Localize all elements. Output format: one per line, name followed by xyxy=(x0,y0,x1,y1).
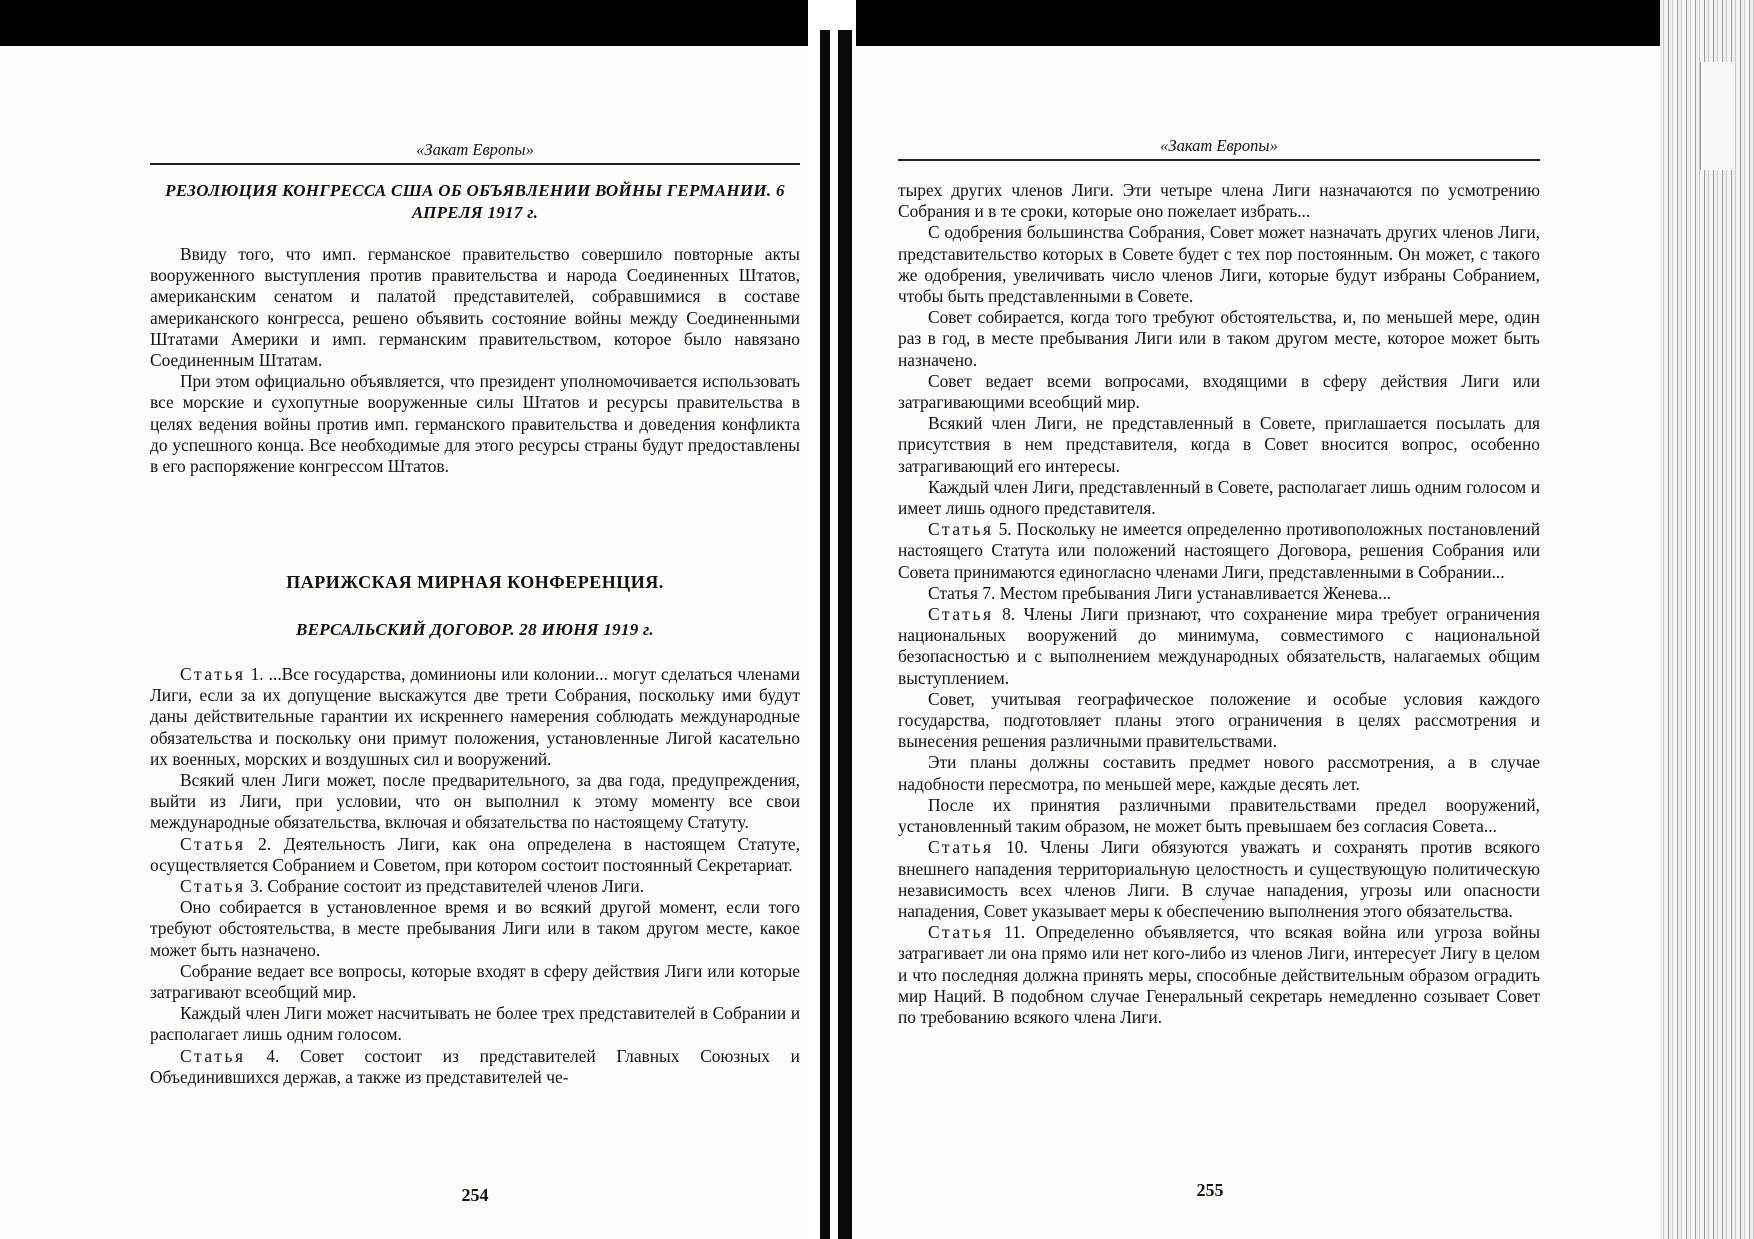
page-edge-tab xyxy=(1700,62,1735,170)
left-page-number: 254 xyxy=(461,1185,489,1205)
article-text: 8. Члены Лиги признают, что сохранение мира требует ограничения национальных вооружений до минимума, совместимого с национальной безопасностью и с выполнением международных обязательств, налагаемых общим выступлением. xyxy=(898,604,1540,688)
paragraph: Оно собирается в установленное время и во всякий другой момент, если того требуют обстоятельства, в месте пребывания Лиги или в таком другом месте, какое может быть назначено. xyxy=(150,897,800,960)
article-text: 1. ...Все государства, доминионы или колонии... могут сделаться членами Лиги, если за их допущение выскажутся две трети Собрания, поскольку ими будут даны действительные гарантии их искреннего намерения соблюдать международные обязательства и поскольку они примут положения, установленные Лигой касательно их военных, морских и воздушных сил и вооружений. xyxy=(150,664,800,769)
article-3 xyxy=(150,876,800,897)
paragraph: Эти планы должны составить предмет нового рассмотрения, а в случае надобности пересмотра, по меньшей мере, каждые десять лет. xyxy=(898,752,1540,794)
paragraph: После их принятия различными правительствами предел вооружений, установленный таким образом, не может быть превышаем без согласия Совета... xyxy=(898,794,1540,837)
article-label: Статья xyxy=(928,519,994,540)
right-running-head: «Закат Европы» xyxy=(1160,136,1278,155)
article-label: Статья xyxy=(928,837,994,858)
resolution-paragraph: Ввиду того, что имп. германское правительство совершило повторные акты вооруженного выступления против правительства и народа Соединенных Штатов, американским сенатом и палатой представителей, собравшимися в составе американского конгресса, решено объявить состояние войны между Соединенными Штатами Америки и имп. германским правительством, которое было навязано Соединенным Штатам. xyxy=(150,244,800,371)
paragraph: Совет собирается, когда того требуют обстоятельства, и, по меньшей мере, один раз в год, в месте пребывания Лиги или в таком другом месте, которое может быть назначено. xyxy=(898,307,1540,370)
article-4 xyxy=(150,1046,800,1088)
paragraph: Каждый член Лиги, представленный в Совете, располагает лишь одним голосом и имеет лишь одного представителя. xyxy=(898,476,1540,519)
article-label: Статья xyxy=(180,876,246,897)
page-stack-edge xyxy=(1660,0,1754,1239)
paragraph: Собрание ведает все вопросы, которые входят в сферу действия Лиги или которые затрагивают всеобщий мир. xyxy=(150,960,800,1003)
article-text: 11. Определенно объявляется, что всякая война или угроза войны затрагивает ли она прямо или нет кого-либо из членов Лиги, интересует Лигу в целом и что последняя должна принять меры, способные действительным образом оградить мир Наций. В подобном случае Генеральный секретарь немедленно созывает Совет по требованию всякого члена Лиги. xyxy=(898,922,1540,1027)
article-1 xyxy=(150,664,800,770)
paragraph: Каждый член Лиги может насчитывать не более трех представителей в Собрании и располагает лишь одним голосом. xyxy=(150,1003,800,1045)
paragraph: Совет, учитывая географическое положение и особые условия каждого государства, подготовляет планы этого ограничения в целях рассмотрения и вынесения решения различными правительствами. xyxy=(898,688,1540,752)
spine-shadow-right xyxy=(838,30,852,1239)
article-11 xyxy=(898,922,1540,1028)
paragraph-continued: тырех других членов Лиги. Эти четыре члена Лиги назначаются по усмотрению Собрания и в те сроки, которые оно пожелает избрать... xyxy=(898,180,1540,222)
article-text: 3. Собрание состоит из представителей членов Лиги. xyxy=(245,876,645,897)
article-7: Статья 7. Местом пребывания Лиги устанавливается Женева... xyxy=(928,582,1392,603)
article-2 xyxy=(150,834,800,876)
article-label: Статья xyxy=(180,1045,246,1066)
paragraph: Всякий член Лиги может, после предварительного, за два года, предупреждения, выйти из Лиги, при условии, что он выполнил к этому моменту все свои международные обязательства, включая и обязательства по настоящему Статуту. xyxy=(150,770,800,833)
section-title: ПАРИЖСКАЯ МИРНАЯ КОНФЕРЕНЦИЯ. xyxy=(286,572,664,592)
article-label: Статья xyxy=(180,664,246,684)
article-label: Статья xyxy=(928,922,994,943)
article-label: Статья xyxy=(928,604,994,625)
paragraph: Всякий член Лиги, не представленный в Совете, приглашается посылать для присутствия в нем представителя, когда в Совет вносится вопрос, особенно затрагивающий его интересы. xyxy=(898,413,1540,476)
left-header-rule xyxy=(150,163,800,165)
spine-shadow-left xyxy=(820,30,830,1239)
article-10 xyxy=(898,837,1540,922)
paragraph: С одобрения большинства Собрания, Совет может назначать других членов Лиги, представительство которых в Совете будет с тех пор постоянным. Он может, с такого же одобрения, увеличивать число членов Лиги, которые будут избраны Собранием, чтобы быть представленными в Совете. xyxy=(898,222,1540,307)
article-text: 4. Совет состоит из представителей Главных Союзных и Объединившихся держав, а также из представителей че- xyxy=(150,1045,800,1087)
article-label: Статья xyxy=(180,833,246,854)
scan-top-edge xyxy=(0,0,1754,46)
treaty-title: ВЕРСАЛЬСКИЙ ДОГОВОР. 28 ИЮНЯ 1919 г. xyxy=(296,620,654,639)
article-8 xyxy=(898,604,1540,689)
treaty-body-right xyxy=(898,180,1540,1028)
article-5 xyxy=(898,519,1540,583)
left-running-head: «Закат Европы» xyxy=(416,140,534,159)
article-text: 2. Деятельность Лиги, как она определена в настоящем Статуте, осуществляется Собранием и Советом, при котором состоит постоянный Секретариат. xyxy=(150,833,800,875)
treaty-body-left xyxy=(150,664,800,1088)
article-text: 5. Поскольку не имеется определенно противоположных постановлений настоящего Статута или положений настоящего Договора, решения Собрания или Совета принимаются единогласно членами Лиги, представленными в Собрании... xyxy=(898,519,1540,582)
paragraph: Совет ведает всеми вопросами, входящими в сферу действия Лиги или затрагивающими всеобщий мир. xyxy=(898,370,1540,413)
resolution-title: РЕЗОЛЮЦИЯ КОНГРЕССА США ОБ ОБЪЯВЛЕНИИ ВОЙНЫ ГЕРМАНИИ. 6 АПРЕЛЯ 1917 г. xyxy=(165,181,785,222)
article-text: 10. Члены Лиги обязуются уважать и сохранять против всякого внешнего нападения территориальную целостность и существующую политическую независимость всех членов Лиги. В случае нападения, угрозы или опасности нападения, Совет указывает меры к обеспечению выполнения этого обязательства. xyxy=(898,837,1540,921)
resolution-body xyxy=(150,244,800,477)
right-page-number: 255 xyxy=(1196,1180,1224,1200)
resolution-paragraph: При этом официально объявляется, что президент уполномочивается использовать все морские и сухопутные вооруженные силы Штатов и ресурсы правительства в целях ведения войны против имп. германского правительства и доведения конфликта до успешного конца. Все необходимые для этого ресурсы страны будут предоставлены в его распоряжение конгрессом Штатов. xyxy=(150,371,800,477)
right-header-rule xyxy=(898,159,1540,161)
